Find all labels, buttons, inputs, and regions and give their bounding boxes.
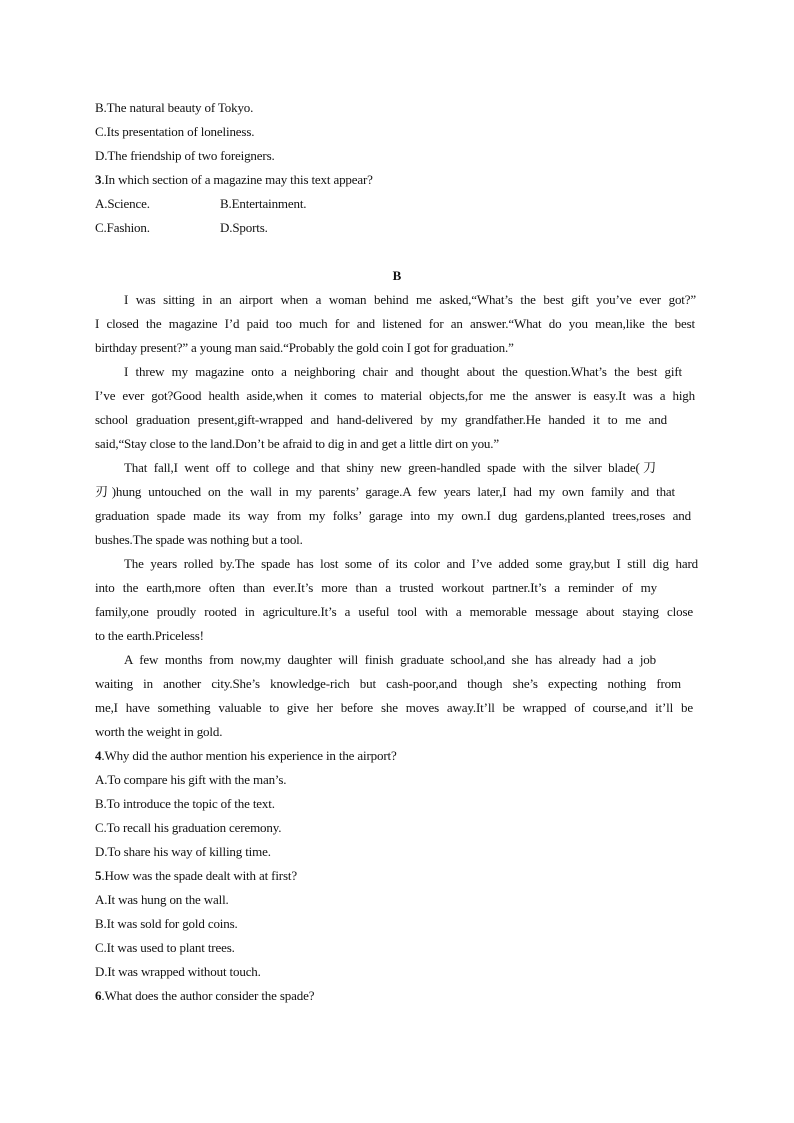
passage-line: A few months from now,my daughter will finish graduate school,and she has already had a job <box>124 652 656 667</box>
q3-options-row-2 <box>95 220 268 236</box>
passage-line: said,“Stay close to the land.Don’t be afraid to dig in and get a little dirt on you.” <box>95 436 499 451</box>
question-number: 3 <box>95 172 102 187</box>
passage-line: I threw my magazine onto a neighboring chair and thought about the question.What’s the best gift <box>124 364 682 379</box>
passage-line: into the earth,more often than ever.It’s more than a trusted workout partner.It’s a reminder of my <box>95 580 657 595</box>
passage-line: me,I have something valuable to give her before she moves away.It’ll be wrapped of course,and it’ll be <box>95 700 693 715</box>
q5-option-c: C.It was used to plant trees. <box>95 940 235 955</box>
section-title: B <box>392 268 402 283</box>
passage-line: That fall,I went off to college and that shiny new green-handled spade with the silver blade(刀 <box>124 460 656 475</box>
passage-line: birthday present?” a young man said.“Probably the gold coin I got for graduation.” <box>95 340 514 355</box>
question-number: 6 <box>95 988 102 1003</box>
q4-option-a: A.To compare his gift with the man’s. <box>95 772 287 787</box>
q4-option-c: C.To recall his graduation ceremony. <box>95 820 282 835</box>
passage-line: waiting in another city.She’s knowledge-rich but cash-poor,and though she’s expecting nothing from <box>95 676 681 691</box>
q5-option-a: A.It was hung on the wall. <box>95 892 229 907</box>
q3-option-c: C.Fashion. <box>95 220 150 235</box>
passage-line: I’ve ever got?Good health aside,when it comes to material objects,for me the answer is easy.It was a high <box>95 388 695 403</box>
passage-line: worth the weight in gold. <box>95 724 223 739</box>
q3-option-d: D.Sports. <box>220 220 268 235</box>
question-number: 5 <box>95 868 102 883</box>
question-3 <box>95 172 373 188</box>
q5-option-b: B.It was sold for gold coins. <box>95 916 238 931</box>
question-text: .In which section of a magazine may this text appear? <box>101 172 373 187</box>
passage-line: graduation spade made its way from my folks’ garage into my own.I dug gardens,planted trees,roses and <box>95 508 691 523</box>
question-text: .What does the author consider the spade? <box>101 988 315 1003</box>
passage-line: I closed the magazine I’d paid too much for and listened for an answer.“What do you mean,like the best <box>95 316 695 331</box>
question-5 <box>95 868 297 884</box>
q4-option-d: D.To share his way of killing time. <box>95 844 271 859</box>
passage-line: I was sitting in an airport when a woman behind me asked,“What’s the best gift you’ve ever got?” <box>124 292 696 307</box>
option-b: B.The natural beauty of Tokyo. <box>95 100 254 115</box>
option-d: D.The friendship of two foreigners. <box>95 148 275 163</box>
question-text: .Why did the author mention his experience in the airport? <box>101 748 397 763</box>
passage-line: to the earth.Priceless! <box>95 628 204 643</box>
q3-option-a: A.Science. <box>95 196 150 211</box>
question-6 <box>95 988 314 1004</box>
q4-option-b: B.To introduce the topic of the text. <box>95 796 275 811</box>
passage-line: bushes.The spade was nothing but a tool. <box>95 532 303 547</box>
passage-line: The years rolled by.The spade has lost some of its color and I’ve added some gray,but I still dig hard <box>124 556 698 571</box>
q3-option-b: B.Entertainment. <box>220 196 307 211</box>
passage-line: school graduation present,gift-wrapped and hand-delivered by my grandfather.He handed it to me and <box>95 412 667 427</box>
question-text: .How was the spade dealt with at first? <box>101 868 297 883</box>
passage-line: family,one proudly rooted in agriculture.It’s a useful tool with a memorable message about staying close <box>95 604 693 619</box>
question-4 <box>95 748 397 764</box>
passage-line: 刃)hung untouched on the wall in my parents’ garage.A few years later,I had my own family and that <box>95 484 675 499</box>
option-c: C.Its presentation of loneliness. <box>95 124 255 139</box>
q5-option-d: D.It was wrapped without touch. <box>95 964 261 979</box>
question-number: 4 <box>95 748 102 763</box>
q3-options-row-1 <box>95 196 307 212</box>
